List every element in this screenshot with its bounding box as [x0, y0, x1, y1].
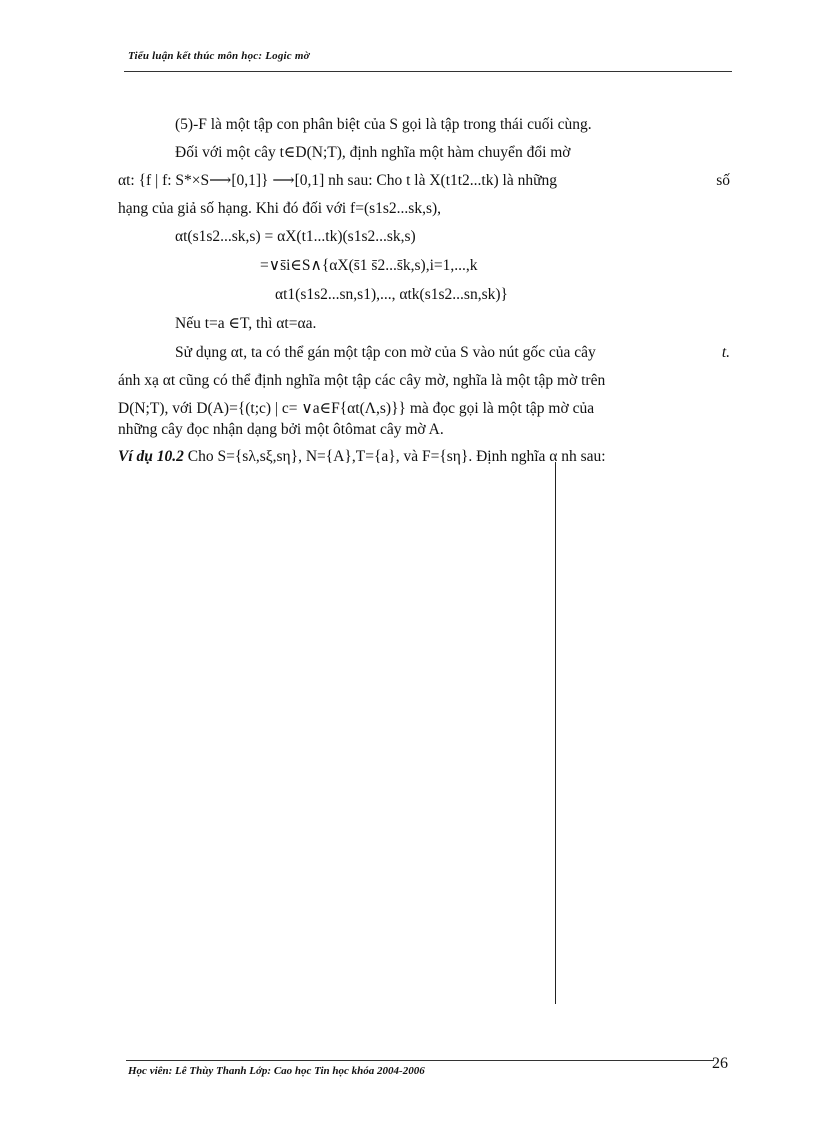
- example-text: Cho S={sλ,sξ,sη}, N={A},T={a}, và F={sη}. Định nghĩa α nh sau:: [187, 448, 606, 465]
- vertical-rule: [555, 462, 556, 1004]
- para-line-10: ánh xạ αt cũng có thể định nghĩa một tập các cây mờ, nghĩa là một tập mờ trên: [118, 372, 606, 389]
- para-line-9-end: t.: [721, 344, 730, 361]
- example-line: [118, 447, 606, 467]
- page-header: Tiểu luận kết thúc môn học: Logic mờ: [128, 50, 310, 62]
- para-line-1: (5)-F là một tập con phân biệt của S gọi là tập trong thái cuối cùng.: [175, 116, 592, 133]
- para-line-9: [175, 343, 730, 363]
- formula-line-2: =∨s̄i∈S∧{αX(s̄1 s̄2...s̄k,s),i=1,...,k: [260, 257, 478, 274]
- para-line-2: Đối với một cây t∈D(N;T), định nghĩa một hàm chuyển đổi mờ: [175, 144, 571, 161]
- header-rule: [124, 71, 732, 72]
- page-number: 26: [712, 1055, 728, 1072]
- example-label: Ví dụ 10.2: [118, 448, 184, 465]
- page-footer: Học viên: Lê Thùy Thanh Lớp: Cao học Tin học khóa 2004-2006: [128, 1065, 425, 1077]
- para-line-3: [118, 171, 730, 191]
- para-line-12: những cây đọc nhận dạng bởi một ôtômat cây mờ A.: [118, 421, 444, 438]
- para-line-9-main: Sử dụng αt, ta có thể gán một tập con mờ của S vào nút gốc của cây: [175, 344, 596, 361]
- formula-line-3: αt1(s1s2...sn,s1),..., αtk(s1s2...sn,sk)}: [275, 286, 508, 303]
- formula-line-1: αt(s1s2...sk,s) = αX(t1...tk)(s1s2...sk,s): [175, 228, 416, 245]
- footer-rule: [126, 1060, 714, 1061]
- para-line-3-main: αt: {f | f: S*×S⟶[0,1]} ⟶[0,1] nh sau: Cho t là X(t1t2...tk) là những: [118, 172, 557, 189]
- para-line-4: hạng của giả số hạng. Khi đó đối với f=(s1s2...sk,s),: [118, 200, 442, 217]
- para-line-8: Nếu t=a ∈T, thì αt=αa.: [175, 315, 317, 332]
- para-line-3-end: số: [716, 172, 730, 189]
- para-line-11: D(N;T), với D(A)={(t;c) | c= ∨a∈F{αt(Λ,s)}} mà đọc gọi là một tập mờ của: [118, 400, 595, 417]
